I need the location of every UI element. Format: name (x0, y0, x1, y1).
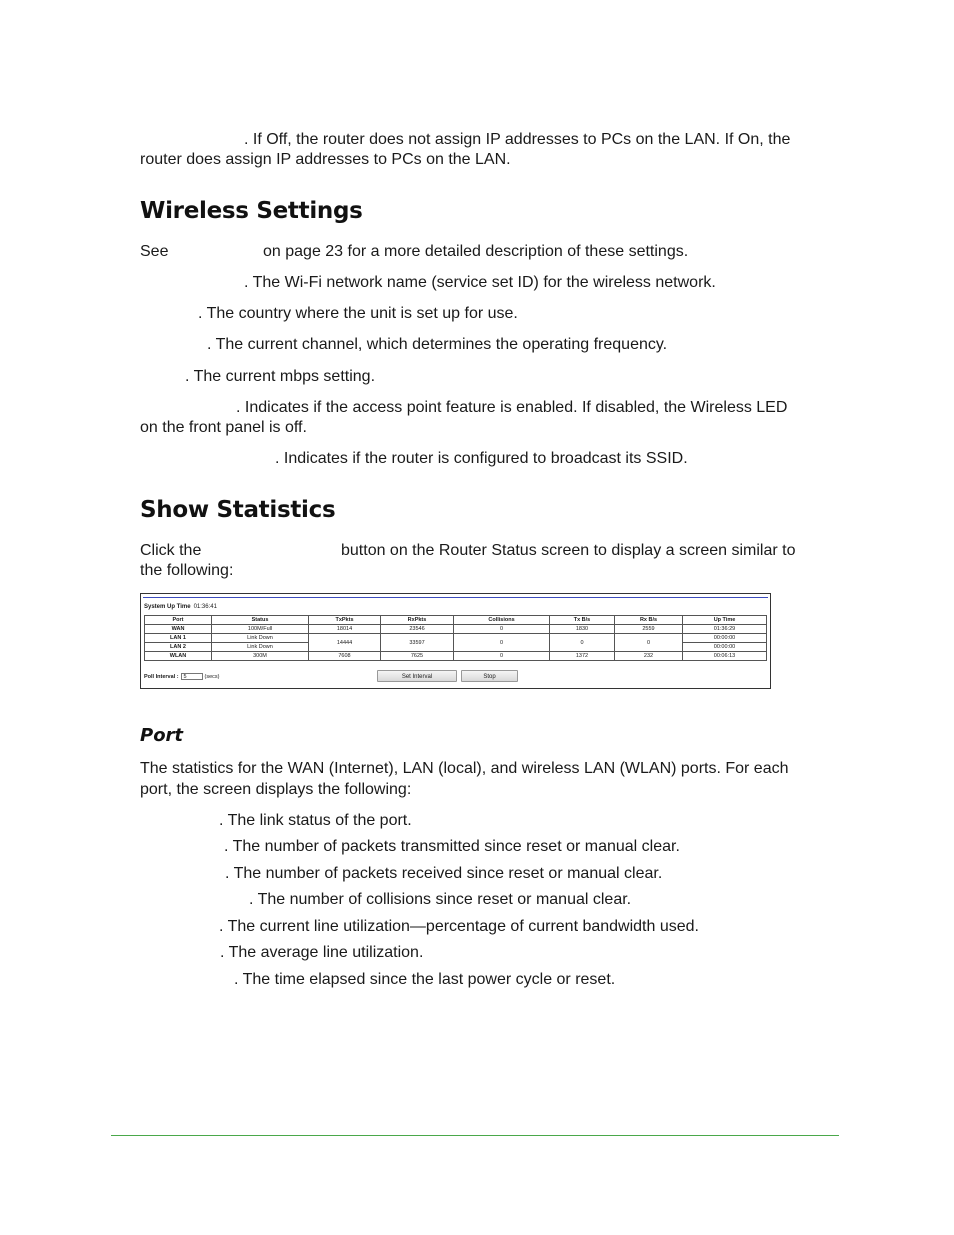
port-rxbs-description: . The average line utilization. (220, 944, 424, 961)
stats-click-line2: the following: (140, 562, 234, 579)
header-rxpkts: RxPkts (381, 616, 454, 625)
port-statistics-table (144, 615, 767, 661)
port-txbs-description: . The current line utilization—percentage of current bandwidth used. (219, 918, 699, 935)
wireless-name-description: . The Wi-Fi network name (service set ID) for the wireless network. (244, 274, 716, 291)
poll-interval (144, 673, 220, 680)
stop-button[interactable]: Stop (461, 670, 518, 682)
cell-uptime: 01:36:29 (683, 625, 767, 634)
wireless-channel-description: . The current channel, which determines the operating frequency. (207, 336, 668, 353)
show-statistics-heading: Show Statistics (140, 497, 336, 523)
header-txpkts: TxPkts (309, 616, 381, 625)
statistics-screenshot (140, 593, 771, 689)
table-header-row (145, 616, 767, 625)
cell-collisions: 0 (454, 652, 550, 661)
wireless-see-suffix: on page 23 for a more detailed description of these settings. (263, 243, 689, 260)
table-row-lan1 (145, 634, 767, 643)
cell-txpkts: 18014 (309, 625, 381, 634)
cell-status: Link Down (212, 634, 309, 643)
cell-port: LAN 1 (145, 634, 212, 643)
port-uptime-description: . The time elapsed since the last power cycle or reset. (234, 971, 616, 988)
screenshot-top-divider (143, 597, 768, 598)
cell-uptime: 00:06:13 (683, 652, 767, 661)
port-collisions-description: . The number of collisions since reset or manual clear. (249, 891, 632, 908)
header-port: Port (145, 616, 212, 625)
cell-rxpkts: 33597 (381, 634, 454, 652)
cell-uptime: 00:00:00 (683, 634, 767, 643)
cell-rxbs: 0 (615, 634, 683, 652)
wireless-see-prefix: See (140, 243, 169, 260)
wireless-mode-description: . The current mbps setting. (185, 368, 376, 385)
header-status: Status (212, 616, 309, 625)
set-interval-button[interactable]: Set Interval (377, 670, 457, 682)
dhcp-description-line2: router does assign IP addresses to PCs on the LAN. (140, 151, 511, 168)
system-uptime (144, 604, 217, 610)
cell-port: WLAN (145, 652, 212, 661)
cell-uptime: 00:00:00 (683, 643, 767, 652)
table-row-wan (145, 625, 767, 634)
cell-port: LAN 2 (145, 643, 212, 652)
cell-status: 100M/Full (212, 625, 309, 634)
header-collisions: Collisions (454, 616, 550, 625)
dhcp-description-line1: . If Off, the router does not assign IP addresses to PCs on the LAN. If On, the (244, 131, 791, 148)
port-rxpkts-description: . The number of packets received since reset or manual clear. (225, 865, 663, 882)
system-uptime-value: 01:36:41 (193, 604, 217, 610)
cell-txpkts: 14444 (309, 634, 381, 652)
footer-divider (111, 1135, 839, 1136)
port-heading: Port (140, 725, 184, 746)
header-uptime: Up Time (683, 616, 767, 625)
cell-rxbs: 2559 (615, 625, 683, 634)
stats-click-prefix: Click the (140, 542, 202, 559)
cell-txbs: 1372 (550, 652, 615, 661)
cell-txpkts: 7608 (309, 652, 381, 661)
system-uptime-label: System Up Time (144, 604, 191, 610)
cell-txbs: 1830 (550, 625, 615, 634)
wireless-region-description: . The country where the unit is set up for use. (198, 305, 518, 322)
wireless-ap-description-line2: on the front panel is off. (140, 419, 307, 436)
poll-interval-input[interactable]: 5 (181, 673, 203, 680)
poll-interval-label: Poll Interval : (144, 673, 179, 680)
cell-status: Link Down (212, 643, 309, 652)
port-intro-line1: The statistics for the WAN (Internet), LAN (local), and wireless LAN (WLAN) ports. For each (140, 760, 789, 777)
table-row-wlan (145, 652, 767, 661)
cell-collisions: 0 (454, 625, 550, 634)
cell-port: WAN (145, 625, 212, 634)
cell-txbs: 0 (550, 634, 615, 652)
header-rxbs: Rx B/s (615, 616, 683, 625)
cell-rxpkts: 7625 (381, 652, 454, 661)
header-txbs: Tx B/s (550, 616, 615, 625)
port-status-description: . The link status of the port. (219, 812, 412, 829)
port-intro-line2: port, the screen displays the following: (140, 781, 412, 798)
wireless-ap-description-line1: . Indicates if the access point feature is enabled. If disabled, the Wireless LED (236, 399, 788, 416)
port-txpkts-description: . The number of packets transmitted since reset or manual clear. (224, 838, 680, 855)
stats-click-suffix: button on the Router Status screen to display a screen similar to (341, 542, 796, 559)
cell-status: 300M (212, 652, 309, 661)
cell-collisions: 0 (454, 634, 550, 652)
cell-rxbs: 232 (615, 652, 683, 661)
cell-rxpkts: 23546 (381, 625, 454, 634)
wireless-settings-heading: Wireless Settings (140, 198, 363, 224)
poll-interval-unit: (secs) (204, 673, 220, 680)
wireless-broadcast-description: . Indicates if the router is configured to broadcast its SSID. (275, 450, 688, 467)
